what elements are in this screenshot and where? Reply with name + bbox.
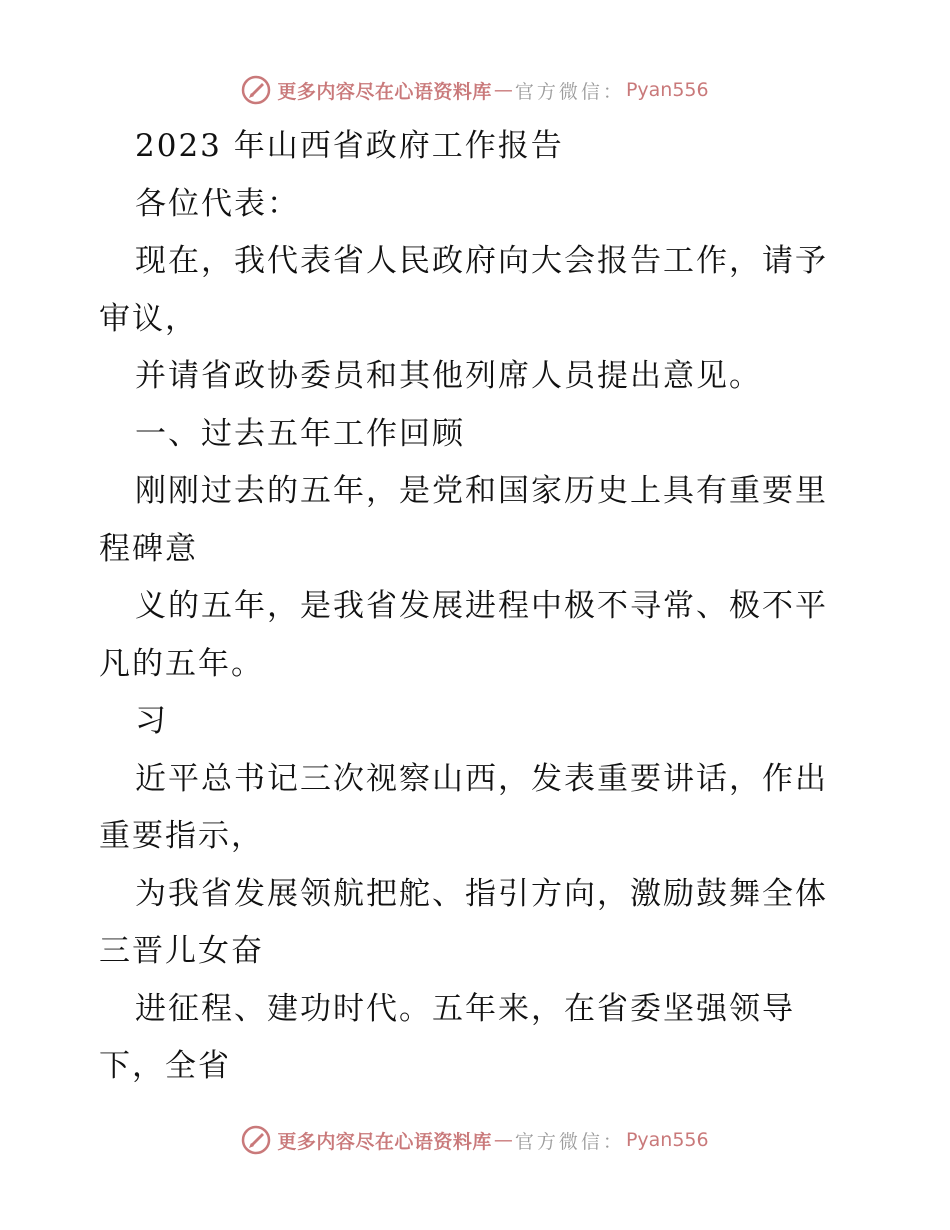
paragraph: 习	[135, 703, 168, 739]
watermark-official-label: 官方微信	[514, 80, 603, 103]
paragraph: 义的五年，是我省发展进程中极不寻常、极不平凡的五年。	[99, 588, 828, 682]
watermark-footer	[0, 1120, 950, 1160]
watermark-colon: ：	[602, 1130, 622, 1153]
watermark-dash: —	[493, 1129, 513, 1151]
document-body	[99, 118, 859, 1096]
watermark-dash: —	[493, 79, 513, 101]
paragraph: 并请省政协委员和其他列席人员提出意见。	[135, 358, 762, 394]
paragraph: 近平总书记三次视察山西，发表重要讲话，作出重要指示，	[99, 760, 828, 854]
paragraph: 刚刚过去的五年，是党和国家历史上具有重要里程碑意	[99, 473, 828, 567]
salutation: 各位代表：	[135, 185, 300, 222]
watermark-header	[0, 70, 950, 110]
paragraph: 为我省发展领航把舵、指引方向，激励鼓舞全体三晋儿女奋	[99, 875, 828, 969]
watermark-official-label: 官方微信	[514, 1130, 603, 1153]
document-title: 2023 年山西省政府工作报告	[135, 128, 564, 164]
section-heading: 一、过去五年工作回顾	[135, 415, 465, 452]
logo-icon	[241, 1125, 271, 1155]
paragraph: 现在，我代表省人民政府向大会报告工作，请予审议，	[99, 243, 828, 337]
logo-icon	[241, 75, 271, 105]
watermark-wechat-id: Pyan556	[625, 1129, 709, 1151]
watermark-colon: ：	[602, 80, 622, 103]
watermark-main-text: 更多内容尽在心语资料库	[277, 1130, 492, 1153]
watermark-main-text: 更多内容尽在心语资料库	[277, 80, 492, 103]
paragraph: 进征程、建功时代。五年来，在省委坚强领导下，全省	[99, 990, 795, 1084]
watermark-wechat-id: Pyan556	[625, 79, 709, 101]
